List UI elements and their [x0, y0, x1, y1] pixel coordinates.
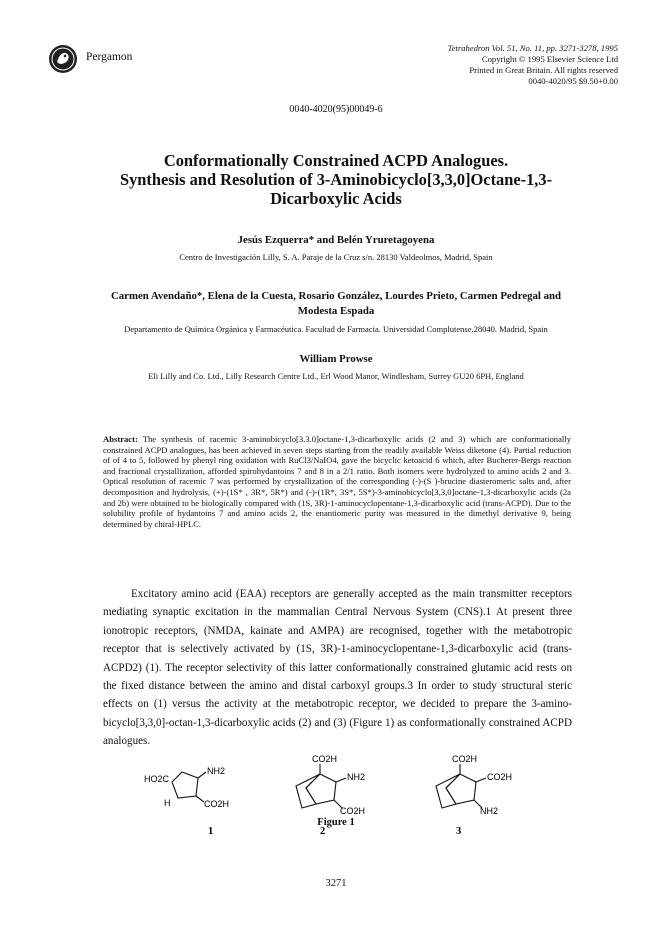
title-line: Conformationally Constrained ACPD Analogues.: [163, 151, 509, 170]
author-group-2: [40, 289, 632, 319]
affiliation-2: Departamento de Química Orgánica y Farmacéutica. Facultad de Farmacia. Universidad Complutense.28040. Madrid, Spain: [124, 324, 548, 334]
pergamon-logo-icon: [48, 44, 78, 74]
label-nh2: NH2: [480, 806, 499, 816]
label-co2h: CO2H: [487, 772, 513, 782]
compound-1-structure: [172, 772, 206, 802]
journal-line: 0040-4020/95 $9.50+0.00: [528, 76, 618, 86]
title-line: Synthesis and Resolution of 3-Aminobicyclo[3,3,0]Octane-1,3-: [119, 170, 553, 189]
compound-number-1: 1: [208, 826, 214, 837]
label-co2h: CO2H: [452, 754, 478, 764]
author-line: Carmen Avendaño*, Elena de la Cuesta, Rosario González, Lourdes Prieto, Carmen Pedregal and: [110, 290, 562, 302]
journal-line: Copyright © 1995 Elsevier Science Ltd: [481, 54, 618, 64]
compound-2-structure: [296, 764, 346, 808]
figure-1-structures: [140, 754, 540, 840]
figure-caption: Figure 1: [317, 817, 355, 828]
affiliation-3: Eli Lilly and Co. Ltd., Lilly Research Centre Ltd., Erl Wood Manor, Windlesham, Surrey GU20 6PH, England: [148, 371, 524, 381]
label-co2h: CO2H: [204, 799, 230, 809]
doi: 0040-4020(95)00049-6: [289, 104, 383, 115]
journal-info: [288, 43, 618, 87]
label-ho2c: HO2C: [144, 774, 170, 784]
affiliation-1: Centro de Investigación Lilly, S. A. Paraje de la Cruz s/n. 28130 Valdeolmos, Madrid, Spain: [179, 252, 493, 262]
compound-number-2: 2: [320, 826, 326, 837]
author-group-3: William Prowse: [299, 353, 373, 365]
label-nh2: NH2: [347, 772, 366, 782]
label-co2h: CO2H: [312, 754, 338, 764]
body-text: [103, 585, 572, 751]
author-line: Modesta Espada: [297, 305, 375, 317]
intro-paragraph: Excitatory amino acid (EAA) receptors are generally accepted as the main transmitter receptors mediating synaptic excitation in the mammalian Central Nervous System (CNS).1 At present three ionotropic receptors, (NMDA, kainate and AMPA) are recognised, together with the metabotropic receptor that is selectively activated by (1S, 3R)-1-aminocyclopentane-1,3-dicarboxylic acid (trans-ACPD2) (1). The receptor selectivity of this latter conformationally constrained glutamic acid rests on the fixed distance between the amino and distal carboxyl groups.3 In order to study structural steric effects on (1) versus the activity at the metabotropic receptor, we decided to prepare the 3-amino-bicyclo[3,3,0]-octan-1,3-dicarboxylic acids (2) and (3) (Figure 1) as conformationally constrained ACPD analogues.: [103, 588, 572, 748]
page-number: 3271: [325, 878, 347, 889]
title-line: Dicarboxylic Acids: [270, 189, 402, 208]
journal-line: Printed in Great Britain. All rights reserved: [469, 65, 618, 75]
label-co2h: CO2H: [340, 806, 366, 816]
journal-line: Tetrahedron Vol. 51, No. 11, pp. 3271-3278, 1995: [447, 43, 618, 53]
abstract-text: The synthesis of racemic 3-aminobicyclo[3.3.0]octane-1,3-dicarboxylic acids (2 and 3) which are conformationally constrained ACPD analogues, has been achieved in seven steps starting from the readily available Weiss diketone (4). Partial reduction of of 4 to 5, followed by phenyl ring oxidation with RuCl3/NaIO4, gave the bicyclic ketoacid 6 which, after Bucherer-Bergs reaction and fractional crystallization, afforded spirohydantoins 7 and 8 in a 2/1 ratio. Both isomers were hydrolyzed to amino acids 2 and 3. Optical resolution of racemic 7 was performed by crystallization of the corresponding (-)-(S )-brucine diasteromeric salts and, after decomposition and hydrolysis, (+)-(1S* , 3R*, 5R*) and (-)-(1R*, 3S*, 5S*)-3-aminobicyclo[3,3,0]octane-1,3-dicarboxylic acids (2a and 2b) were obtained to be biologically compared with (1S, 3R)-1-aminocyclopentane-1,3-dicarboxylic acid (trans-ACPD). Due to the solubility profile of hydantoins 7 and amino acids 2, the enantiomeric purity was measured in the dimethyl derivative 9, being determined by chiral-HPLC.: [103, 434, 571, 529]
label-h: H: [164, 798, 171, 808]
label-nh2: NH2: [207, 766, 226, 776]
author-group-1: Jesús Ezquerra* and Belén Yruretagoyena: [237, 234, 435, 246]
compound-3-structure: [436, 764, 486, 808]
abstract: [103, 434, 571, 529]
publisher-name: Pergamon: [86, 51, 133, 63]
compound-number-3: 3: [456, 826, 462, 837]
abstract-label: Abstract:: [103, 434, 138, 444]
paper-title: [60, 151, 612, 208]
